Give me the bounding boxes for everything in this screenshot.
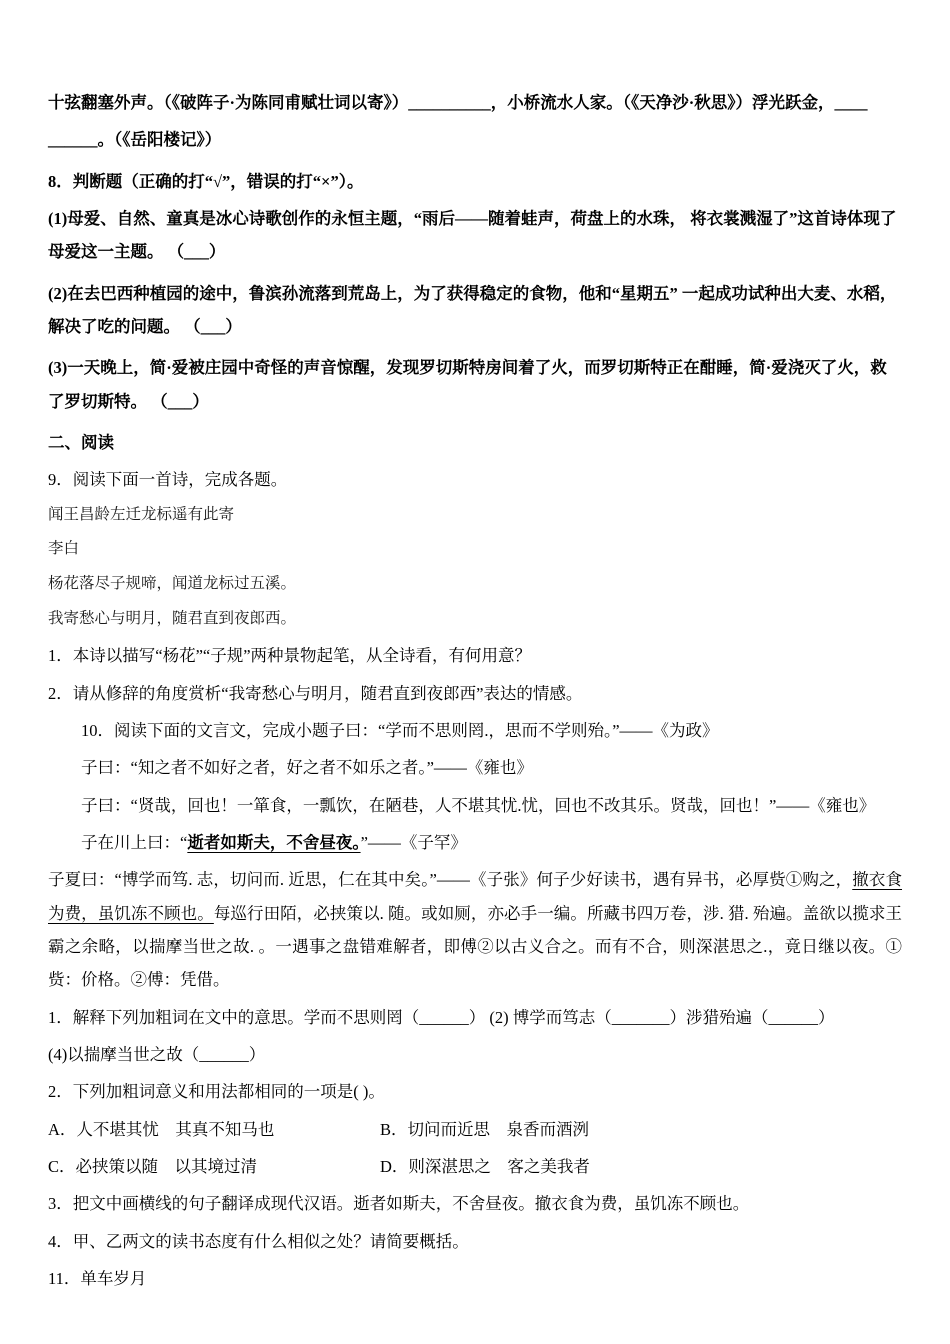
question-10-sub-2: 2．下列加粗词意义和用法都相同的一项是( )。 bbox=[48, 1082, 385, 1102]
choice-row-ab bbox=[48, 1113, 902, 1146]
judgment-item-1: (1)母爱、自然、童真是冰心诗歌创作的永恒主题，“雨后——随着蛙声，荷盘上的水珠， 将衣裳溅湿了”这首诗体现了母爱这一主题。 （___） bbox=[48, 208, 897, 262]
underlined-sentence-2: 撤衣食为费，虽饥冻不顾也。 bbox=[48, 870, 903, 923]
question-10-sub-1: 1．解释下列加粗词在文中的意思。学而不思则罔（______） (2) 博学而笃志（_______）涉猎殆遍（______） bbox=[48, 1007, 835, 1027]
judgment-item-2: (2)在去巴西种植园的途中，鲁滨孙流落到荒岛上，为了获得稳定的食物，他和“星期五” 一起成功试种出大麦、水稻，解决了吃的问题。 （___） bbox=[48, 283, 897, 336]
poem-author: 李白 bbox=[48, 540, 80, 558]
poem-title: 闻王昌龄左迁龙标遥有此寄 bbox=[48, 505, 235, 523]
question-10-sub-4: 4．甲、乙两文的读书态度有什么相似之处？请简要概括。 bbox=[48, 1231, 469, 1251]
text-run: 子夏曰：“博学而笃. 志，切问而. 近思，仁在其中矣。”——《子张》何子少好读书，遇有异书，必厚赀①购之， bbox=[48, 870, 853, 890]
question-10-sub-1-item-4: (4)以揣摩当世之故（______） bbox=[48, 1044, 266, 1064]
choice-a: A．人不堪其忧 其真不知马也 bbox=[48, 1119, 275, 1139]
text-run: ”——《子罕》 bbox=[360, 832, 467, 852]
judgment-item-3: (3)一天晚上，简·爱被庄园中奇怪的声音惊醒，发现罗切斯特房间着了火，而罗切斯特正在酣睡，简·爱浇灭了火，救了罗切斯特。 （___） bbox=[48, 358, 887, 411]
text-run: 子在川上曰：“ bbox=[81, 832, 188, 852]
poem-line-1: 杨花落尽子规啼，闻道龙标过五溪。 bbox=[48, 574, 297, 592]
underlined-sentence-1: 逝者如斯夫，不舍昼夜。 bbox=[187, 832, 361, 852]
fill-blank-line-1: 十弦翻塞外声。（《破阵子·为陈同甫赋壮词以寄》）__________，小桥流水人家。（《天净沙·秋思》）浮光跃金，____ bbox=[48, 93, 868, 112]
analects-quote-yongye-2: 子曰：“贤哉，回也！一箪食，一瓢饮，在陋巷，人不堪其忧.忧，回也不改其乐。贤哉，回也！”——《雍也》 bbox=[81, 795, 876, 815]
choice-b: B．切问而近思 泉香而酒洌 bbox=[380, 1119, 590, 1139]
classical-passage-zixia bbox=[48, 863, 902, 996]
question-9-sub-2: 2．请从修辞的角度赏析“我寄愁心与明月，随君直到夜郎西”表达的情感。 bbox=[48, 683, 583, 703]
question-11-title: 11．单车岁月 bbox=[48, 1268, 147, 1288]
question-8-header: 8．判断题（正确的打“√”，错误的打“×”）。 bbox=[48, 171, 364, 191]
analects-quote-zihan bbox=[48, 826, 902, 859]
question-9-sub-1: 1．本诗以描写“杨花”“子规”两种景物起笔，从全诗看，有何用意？ bbox=[48, 646, 532, 666]
choice-d: D．则深湛思之 客之美我者 bbox=[380, 1156, 590, 1176]
text-run: 每巡行田陌，必挟策以. 随。或如厕，亦必手一编。所藏书四万卷，涉. 猎. 殆遍。盖欲以揽求王霸之余略，以揣摩当世之故. 。一遇事之盘错难解者，即傅②以古义合之。而有不合，则深湛思之.，竟日继以夜。①赀：价格。②傅：凭借。 bbox=[48, 903, 903, 990]
question-10-sub-3: 3．把文中画横线的句子翻译成现代汉语。逝者如斯夫，不舍昼夜。撤衣食为费，虽饥冻不顾也。 bbox=[48, 1194, 750, 1214]
fill-blank-line-2: ______。（《岳阳楼记》） bbox=[48, 130, 222, 150]
poem-line-2: 我寄愁心与明月，随君直到夜郎西。 bbox=[48, 609, 297, 627]
question-10-header-quote-weizheng: 10．阅读下面的文言文，完成小题子曰：“学而不思则罔.，思而不学则殆。”——《为政》 bbox=[81, 720, 719, 740]
choice-c: C．必挟策以随 以其境过清 bbox=[48, 1156, 258, 1176]
choice-row-cd bbox=[48, 1150, 902, 1183]
section-2-heading: 二、阅读 bbox=[48, 432, 114, 452]
question-9-header: 9．阅读下面一首诗，完成各题。 bbox=[48, 470, 288, 490]
analects-quote-yongye-1: 子曰：“知之者不如好之者，好之者不如乐之者。”——《雍也》 bbox=[81, 758, 533, 778]
